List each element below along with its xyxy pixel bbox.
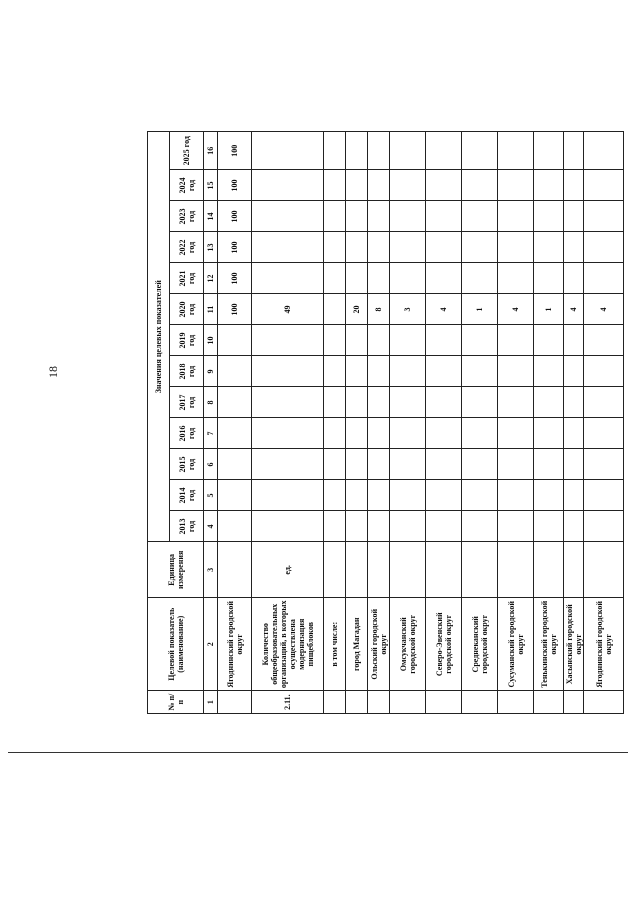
value-cell [534, 232, 564, 263]
unit-cell [368, 542, 390, 598]
page-number: 18 [46, 366, 60, 378]
value-cell [426, 325, 462, 356]
value-cell [426, 201, 462, 232]
value-cell [426, 263, 462, 294]
value-cell [426, 480, 462, 511]
value-cell: 1 [462, 294, 498, 325]
table-row [390, 132, 426, 714]
value-cell [534, 201, 564, 232]
unit-cell [498, 542, 534, 598]
value-cell [564, 232, 584, 263]
value-cell [564, 325, 584, 356]
value-cell [584, 418, 624, 449]
value-cell [462, 511, 498, 542]
indicator-name: Сусуманский городской округ [498, 598, 534, 691]
value-cell [252, 325, 324, 356]
value-cell: 100 [218, 170, 252, 201]
row-number [426, 691, 462, 714]
value-cell [390, 201, 426, 232]
row-number [584, 691, 624, 714]
table-row [346, 132, 368, 714]
value-cell [252, 170, 324, 201]
table-row [534, 132, 564, 714]
value-cell [498, 232, 534, 263]
value-cell [498, 356, 534, 387]
value-cell [346, 418, 368, 449]
value-cell: 100 [218, 232, 252, 263]
value-cell [368, 511, 390, 542]
value-cell: 4 [498, 294, 534, 325]
value-cell [584, 201, 624, 232]
value-cell [584, 232, 624, 263]
header-year: 2013 год [170, 511, 204, 542]
row-number: 2.11. [252, 691, 324, 714]
value-cell [534, 170, 564, 201]
value-cell [534, 263, 564, 294]
value-cell [324, 232, 346, 263]
column-number: 8 [204, 387, 218, 418]
value-cell [218, 325, 252, 356]
column-number: 9 [204, 356, 218, 387]
unit-cell [462, 542, 498, 598]
column-number: 13 [204, 232, 218, 263]
value-cell [564, 449, 584, 480]
header-year: 2019 год [170, 325, 204, 356]
value-cell [462, 356, 498, 387]
header-unit: Единица измерения [148, 542, 204, 598]
header-year: 2015 год [170, 449, 204, 480]
target-indicators-table-wrap [147, 131, 613, 714]
indicator-name: Омсукчанский городской округ [390, 598, 426, 691]
value-cell [346, 387, 368, 418]
value-cell [426, 132, 462, 170]
value-cell [252, 356, 324, 387]
table-row [368, 132, 390, 714]
value-cell [498, 480, 534, 511]
header-year: 2020 год [170, 294, 204, 325]
value-cell [346, 263, 368, 294]
value-cell [534, 387, 564, 418]
header-year: 2018 год [170, 356, 204, 387]
value-cell [462, 232, 498, 263]
value-cell [498, 449, 534, 480]
value-cell [324, 449, 346, 480]
value-cell [324, 294, 346, 325]
unit-cell [584, 542, 624, 598]
value-cell [564, 263, 584, 294]
value-cell: 100 [218, 201, 252, 232]
value-cell [390, 132, 426, 170]
value-cell: 100 [218, 132, 252, 170]
value-cell [564, 201, 584, 232]
column-number: 2 [204, 598, 218, 691]
value-cell [346, 511, 368, 542]
value-cell [390, 170, 426, 201]
value-cell: 4 [426, 294, 462, 325]
row-number [346, 691, 368, 714]
value-cell: 4 [584, 294, 624, 325]
value-cell: 100 [218, 263, 252, 294]
indicator-name: Среднеканский городской округ [462, 598, 498, 691]
value-cell [324, 325, 346, 356]
value-cell [368, 480, 390, 511]
value-cell [368, 132, 390, 170]
column-number: 4 [204, 511, 218, 542]
table-row [252, 132, 324, 714]
value-cell [564, 132, 584, 170]
row-number [390, 691, 426, 714]
header-year: 2022 год [170, 232, 204, 263]
value-cell [584, 387, 624, 418]
value-cell [584, 263, 624, 294]
value-cell [368, 170, 390, 201]
header-year: 2024 год [170, 170, 204, 201]
value-cell [498, 132, 534, 170]
value-cell [324, 170, 346, 201]
value-cell [534, 325, 564, 356]
value-cell [252, 201, 324, 232]
value-cell [462, 449, 498, 480]
table-row [218, 132, 252, 714]
value-cell [564, 387, 584, 418]
value-cell [346, 132, 368, 170]
value-cell [252, 263, 324, 294]
value-cell [498, 263, 534, 294]
value-cell [252, 449, 324, 480]
row-number [534, 691, 564, 714]
value-cell [324, 132, 346, 170]
value-cell [426, 511, 462, 542]
value-cell [534, 449, 564, 480]
value-cell [462, 263, 498, 294]
value-cell [390, 387, 426, 418]
value-cell [498, 387, 534, 418]
value-cell [218, 511, 252, 542]
value-cell [252, 132, 324, 170]
header-num: № п/п [148, 691, 204, 714]
header-year: 2017 год [170, 387, 204, 418]
indicator-name: Ольский городской округ [368, 598, 390, 691]
column-number: 12 [204, 263, 218, 294]
value-cell: 3 [390, 294, 426, 325]
value-cell [584, 325, 624, 356]
value-cell [324, 480, 346, 511]
table-row [498, 132, 534, 714]
value-cell [462, 132, 498, 170]
value-cell [426, 449, 462, 480]
value-cell [368, 325, 390, 356]
value-cell [426, 418, 462, 449]
column-number: 3 [204, 542, 218, 598]
value-cell [346, 232, 368, 263]
value-cell [498, 511, 534, 542]
unit-cell [390, 542, 426, 598]
value-cell [462, 201, 498, 232]
value-cell [324, 201, 346, 232]
value-cell [564, 418, 584, 449]
indicator-name: Ягоднинский городской округ [218, 598, 252, 691]
value-cell [426, 387, 462, 418]
value-cell [346, 480, 368, 511]
value-cell [584, 170, 624, 201]
bottom-rule [8, 752, 628, 753]
value-cell [390, 356, 426, 387]
column-number: 16 [204, 132, 218, 170]
column-number: 14 [204, 201, 218, 232]
table-row [426, 132, 462, 714]
unit-cell [534, 542, 564, 598]
value-cell [390, 325, 426, 356]
value-cell [498, 325, 534, 356]
value-cell: 20 [346, 294, 368, 325]
value-cell [584, 132, 624, 170]
value-cell [252, 480, 324, 511]
row-number [564, 691, 584, 714]
value-cell [426, 232, 462, 263]
value-cell [218, 449, 252, 480]
value-cell [218, 418, 252, 449]
row-number [218, 691, 252, 714]
unit-cell [324, 542, 346, 598]
value-cell [390, 511, 426, 542]
value-cell [346, 170, 368, 201]
value-cell [252, 511, 324, 542]
value-cell [324, 418, 346, 449]
value-cell: 100 [218, 294, 252, 325]
indicator-name: Северо-Эвенский городской округ [426, 598, 462, 691]
value-cell [462, 480, 498, 511]
value-cell [368, 356, 390, 387]
value-cell: 4 [564, 294, 584, 325]
value-cell [252, 418, 324, 449]
value-cell [324, 387, 346, 418]
value-cell [584, 449, 624, 480]
value-cell [218, 356, 252, 387]
value-cell [426, 356, 462, 387]
value-cell [368, 387, 390, 418]
table-row [324, 132, 346, 714]
header-values-group: Значения целевых показателей [148, 132, 170, 542]
value-cell [324, 356, 346, 387]
value-cell [462, 418, 498, 449]
value-cell [368, 263, 390, 294]
value-cell [390, 232, 426, 263]
value-cell: 8 [368, 294, 390, 325]
value-cell [218, 480, 252, 511]
value-cell [534, 132, 564, 170]
column-number: 6 [204, 449, 218, 480]
header-year: 2014 год [170, 480, 204, 511]
column-number: 10 [204, 325, 218, 356]
value-cell [564, 480, 584, 511]
value-cell [324, 263, 346, 294]
value-cell [564, 511, 584, 542]
row-number [324, 691, 346, 714]
header-indicator: Целевой показатель (наименование) [148, 598, 204, 691]
table-row [462, 132, 498, 714]
unit-cell: ед. [252, 542, 324, 598]
value-cell [368, 449, 390, 480]
target-indicators-table [147, 131, 624, 714]
value-cell [534, 418, 564, 449]
value-cell [584, 356, 624, 387]
value-cell [534, 480, 564, 511]
value-cell [564, 170, 584, 201]
indicator-name: Хасынский городской округ [564, 598, 584, 691]
column-number: 15 [204, 170, 218, 201]
unit-cell [564, 542, 584, 598]
row-number [462, 691, 498, 714]
column-number: 11 [204, 294, 218, 325]
indicator-name: Тенькинский городской округ [534, 598, 564, 691]
indicator-name: Количество общеобразовательных организаций, в которых осуществлена модернизация пищеблоков [252, 598, 324, 691]
value-cell [252, 232, 324, 263]
value-cell [368, 201, 390, 232]
value-cell: 49 [252, 294, 324, 325]
unit-cell [426, 542, 462, 598]
value-cell [390, 418, 426, 449]
value-cell [584, 480, 624, 511]
header-year: 2016 год [170, 418, 204, 449]
indicator-name: Ягоднинский городской округ [584, 598, 624, 691]
unit-cell [218, 542, 252, 598]
value-cell [426, 170, 462, 201]
row-number [498, 691, 534, 714]
value-cell [346, 201, 368, 232]
value-cell [346, 449, 368, 480]
unit-cell [346, 542, 368, 598]
header-year: 2021 год [170, 263, 204, 294]
value-cell [368, 418, 390, 449]
value-cell [498, 418, 534, 449]
value-cell [390, 449, 426, 480]
header-year: 2023 год [170, 201, 204, 232]
value-cell [462, 387, 498, 418]
value-cell [346, 356, 368, 387]
column-number: 5 [204, 480, 218, 511]
value-cell [390, 263, 426, 294]
table-row [584, 132, 624, 714]
indicator-name: город Магадан [346, 598, 368, 691]
row-number [368, 691, 390, 714]
value-cell [498, 201, 534, 232]
value-cell [218, 387, 252, 418]
value-cell [498, 170, 534, 201]
value-cell: 1 [534, 294, 564, 325]
header-year: 2025 год [170, 132, 204, 170]
table-row [564, 132, 584, 714]
value-cell [584, 511, 624, 542]
value-cell [564, 356, 584, 387]
value-cell [534, 511, 564, 542]
value-cell [346, 325, 368, 356]
column-number: 7 [204, 418, 218, 449]
column-number: 1 [204, 691, 218, 714]
indicator-name: в том числе: [324, 598, 346, 691]
value-cell [534, 356, 564, 387]
value-cell [324, 511, 346, 542]
value-cell [462, 170, 498, 201]
value-cell [368, 232, 390, 263]
value-cell [252, 387, 324, 418]
value-cell [390, 480, 426, 511]
value-cell [462, 325, 498, 356]
